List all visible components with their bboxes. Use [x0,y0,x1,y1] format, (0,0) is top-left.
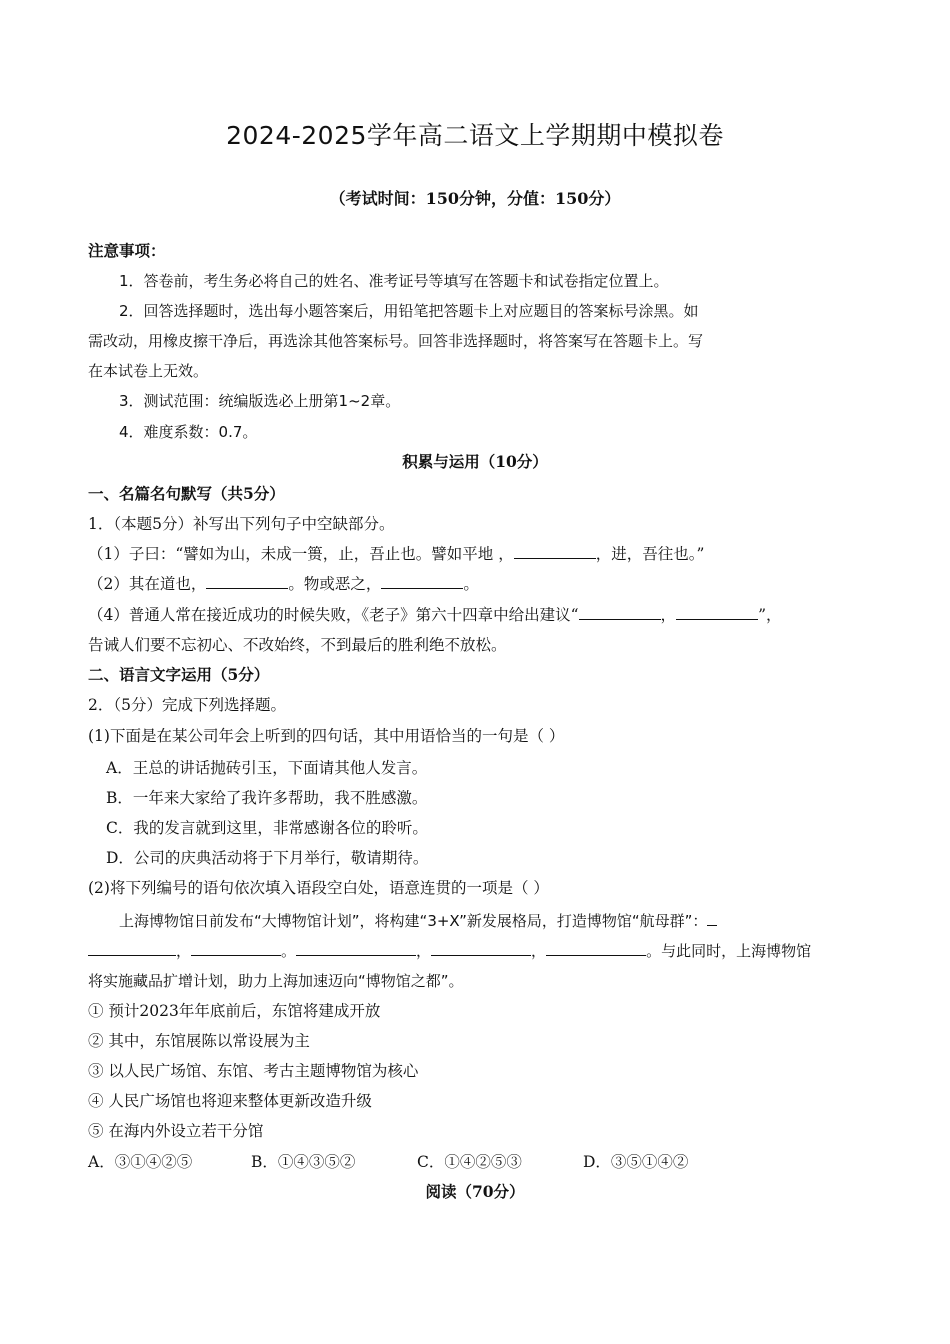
q2-2-item-4: ④ 人民广场馆也将迎来整体更新改造升级 [88,1092,372,1110]
notice-item-2-cont: 需改动，用橡皮擦干净后，再选涂其他答案标号。回答非选择题时，将答案写在答题卡上。写 [88,332,704,350]
q2-2-item-5: ⑤ 在海内外设立若干分馆 [88,1122,264,1140]
q2-2-passage-line-3: 将实施藏品扩增计划，助力上海加速迈向“博物馆之都”。 [88,972,464,990]
section-accumulation-heading: 积累与运用（10分） [402,452,548,471]
q2-2-passage-sep-3: ， [416,942,432,960]
notice-item-2-end: 在本试卷上无效。 [88,362,209,380]
answer-blank[interactable] [431,941,531,956]
q1-item-1-post: ，进，吾往也。” [595,545,705,563]
notice-item-3: 3．测试范围：统编版选必上册第1~2章。 [119,392,401,410]
q1-item-4 [88,604,782,626]
q1-item-4-pre: （4）普通人常在接近成功的时候失败，《老子》第六十四章中给出建议“ [88,606,579,624]
notice-heading: 注意事项： [88,241,166,260]
answer-blank[interactable] [579,605,661,620]
notice-item-1: 1．答卷前，考生务必将自己的姓名、准考证号等填写在答题卡和试卷指定位置上。 [119,272,669,290]
q1-item-4-cont: 告诫人们要不忘初心、不改始终，不到最后的胜利绝不放松。 [88,636,507,654]
q2-1-option-c: C．我的发言就到这里，非常感谢各位的聆听。 [106,819,428,837]
notice-item-4: 4．难度系数：0.7。 [119,423,258,441]
part2-heading: 二、语言文字运用（5分） [88,665,270,684]
q2-2-choice-c: C．①④②⑤③ [417,1153,522,1171]
q2-2-passage-sep-2: 。 [281,942,297,960]
answer-blank[interactable] [381,574,463,589]
q2-2-item-2: ② 其中，东馆展陈以常设展为主 [88,1032,310,1050]
q2-2-choice-a: A．③①④②⑤ [88,1153,193,1171]
q1-item-4-post: ”， [758,606,782,624]
answer-blank[interactable] [676,605,758,620]
q2-1-option-b: B．一年来大家给了我许多帮助，我不胜感激。 [106,789,428,807]
q2-2-passage-line-1 [119,910,717,932]
answer-blank[interactable] [514,544,596,559]
notice-item-2: 2．回答选择题时，选出每小题答案后，用铅笔把答题卡上对应题目的答案标号涂黑。如 [119,302,699,320]
q1-item-4-mid: ， [660,606,677,624]
q2-stem: 2．（5分）完成下列选择题。 [88,696,286,714]
q1-item-2-mid: 。物或恶之， [288,575,382,593]
q2-2-passage-text-1: 上海博物馆日前发布“大博物馆计划”，将构建“3+X”新发展格局，打造博物馆“航母群”： [119,912,708,930]
q2-1-option-a: A．王总的讲话抛砖引玉，下面请其他人发言。 [106,759,428,777]
q2-2-item-3: ③ 以人民广场馆、东馆、考古主题博物馆为核心 [88,1062,419,1080]
section-reading-heading: 阅读（70分） [425,1182,525,1201]
exam-title: 2024-2025学年高二语文上学期期中模拟卷 [226,121,724,150]
q2-2-passage-sep-4: ， [531,942,547,960]
answer-blank[interactable] [546,941,646,956]
q2-2-passage-sep-1: ， [176,942,192,960]
q1-stem: 1．（本题5分）补写出下列句子中空缺部分。 [88,515,395,533]
exam-subtitle: （考试时间：150分钟，分值：150分） [329,189,621,208]
q2-1-option-d: D．公司的庆典活动将于下月举行，敬请期待。 [106,849,429,867]
q1-item-2-post: 。 [463,575,479,593]
q1-item-1 [88,543,704,565]
q2-2-choice-b: B．①④③⑤② [251,1153,356,1171]
q1-item-1-pre: （1）子曰：“譬如为山，未成一篑，止，吾止也。譬如平地 ， [88,545,514,563]
q1-item-2 [88,573,479,595]
answer-blank[interactable] [88,941,176,956]
answer-blank[interactable] [206,574,288,589]
q2-2-stem: (2)将下列编号的语句依次填入语段空白处，语意连贯的一项是（ ） [88,879,549,897]
q1-item-2-pre: （2）其在道也， [88,575,207,593]
answer-blank[interactable] [191,941,281,956]
q2-2-item-1: ① 预计2023年年底前后，东馆将建成开放 [88,1002,381,1020]
q2-2-passage-text-2: 。与此同时，上海博物馆 [646,942,812,960]
answer-blank[interactable] [296,941,416,956]
answer-blank[interactable] [707,911,717,926]
q2-2-choice-d: D．③⑤①④② [583,1153,689,1171]
part1-heading: 一、名篇名句默写（共5分） [88,484,285,503]
q2-1-stem: (1)下面是在某公司年会上听到的四句话，其中用语恰当的一句是（ ） [88,727,565,745]
q2-2-passage-line-2 [88,940,811,962]
